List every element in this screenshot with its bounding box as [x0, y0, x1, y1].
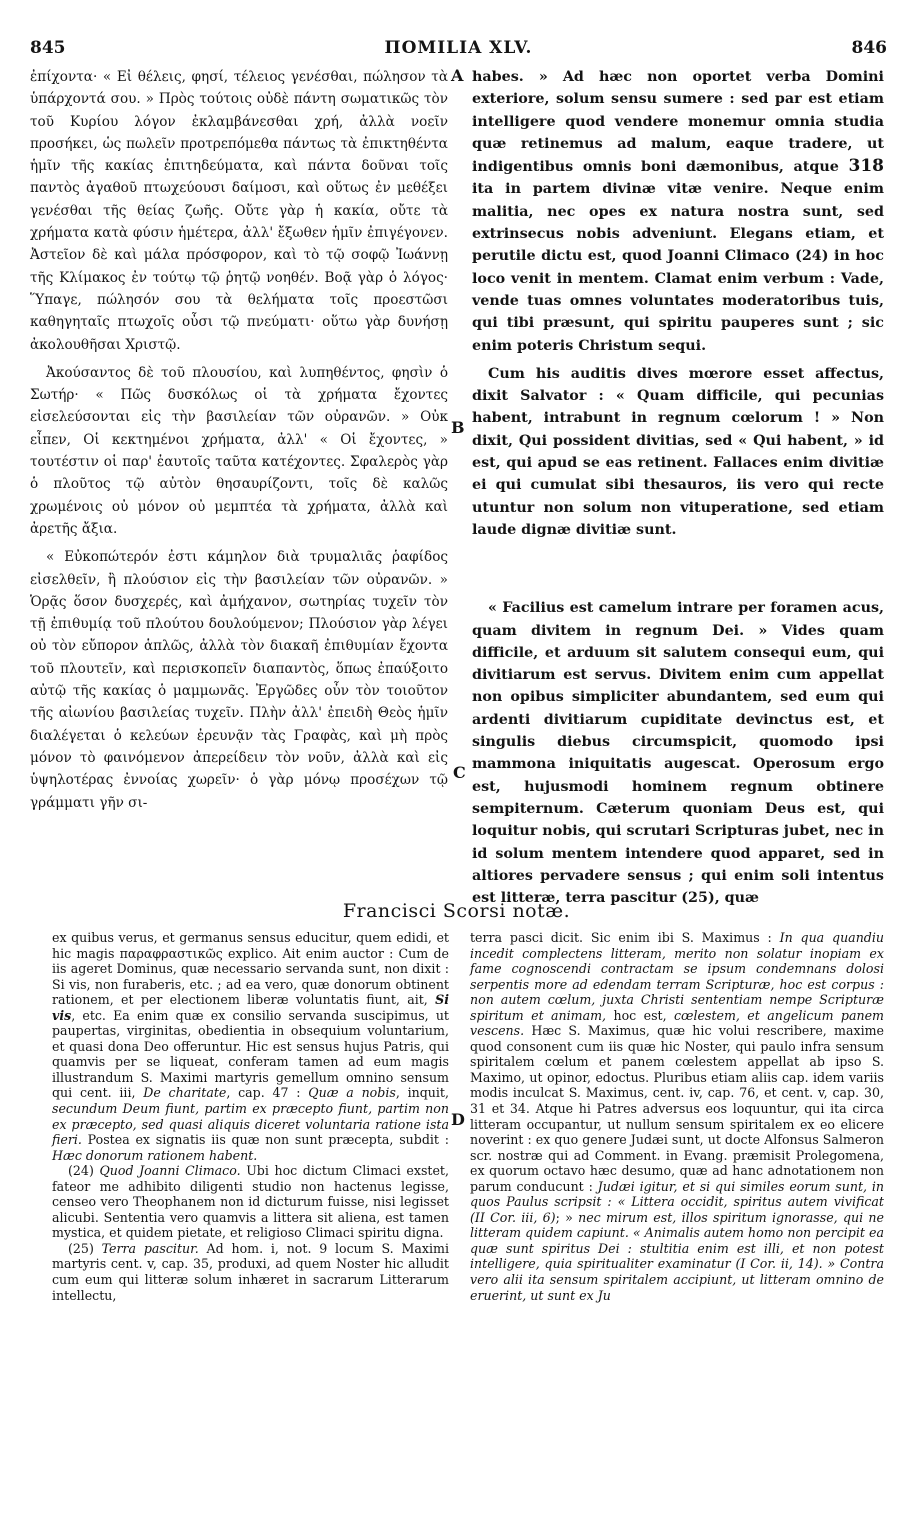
note-25-body: Ad hom. i, not. 9 locum S. Maximi martyris cent. v, cap. 35, produxi, ad quem Noster hic alludit cum eum qui litteræ solum inhæret in sacrarum Litterarum intellectu, [52, 1240, 449, 1303]
running-title: ΠΟΜΙLΙΑ XLV. [384, 38, 533, 58]
note-25-heading: Terra pascitur. [101, 1240, 199, 1256]
note-25 [52, 1241, 449, 1303]
margin-marker-d: D [451, 1110, 465, 1129]
note-24 [52, 1163, 449, 1241]
right-page-number: 846 [851, 38, 887, 58]
latin-paragraph-2: Cum his auditis dives mœrore esset affectus, dixit Salvator : « Quam difficile, qui pecunias habent, intrabunt in regnum cœlorum ! » Non dixit, Qui possident divitias, sed « Qui habent, » id est, qui apud se eas retinent. Fallaces enim divitiæ ei qui cumulat sibi thesauros, iis vero qui recte utuntur non solum non vituperatione, sed etiam laude dignæ divitiæ sunt. [472, 365, 884, 538]
note-24-heading: Quod Joanni Climaco. [99, 1163, 241, 1179]
greek-paragraph-2: Ἀκούσαντος δὲ τοῦ πλουσίου, καὶ λυπηθέντος, φησὶν ὁ Σωτήρ· « Πῶς δυσκόλως οἱ τὰ χρήματα ἔχοντες εἰσελεύσονται εἰς τὴν βασιλείαν τῶν οὐρανῶν. » Οὐκ εἶπεν, Οἱ κεκτημένοι χρήματα, ἀλλ' « Οἱ ἔχοντες, » τουτέστιν οἱ παρ' ἑαυτοῖς ταῦτα κατέχοντες. Σφαλερὸς γὰρ ὁ πλοῦτος τῷ αὐτὸν θησαυρίζοντι, τοῖς δὲ καλῶς χρωμένοις οὐ μόνον οὐ μεμπτέα τὰ χρήματα, ἀλλὰ καὶ ἀρετῆς ἄξια. [30, 364, 448, 537]
notes-left-column [52, 930, 449, 1530]
greek-paragraph-1: ἐπίχοντα· « Εἰ θέλεις, φησί, τέλειος γενέσθαι, πώλησον τὰ ὑπάρχοντά σου. » Πρὸς τούτοις οὐδὲ πάντη σωματικῶς τὸν τοῦ Κυρίου λόγον ἐκλαμβάνεσθαι χρή, ἀλλὰ νοεῖν προσήκει, ὡς πωλεῖν προτρεπόμεθα πάντως τὰ ἐπικτηθέντα ἡμῖν τῆς κακίας ἐπιτηδεύματα, καὶ πάντα δοῦναι τοῖς παντὸς ἀγαθοῦ πτωχεύουσι δαίμοσι, καὶ οὕτως ἐν μεθέξει γενέσθαι τῆς θείας ζωῆς. Οὔτε γὰρ ἡ κακία, οὔτε τὰ χρήματα κατὰ φύσιν ἡμέτερα, ἀλλ' ἔξωθεν ἡμῖν ἐπιγέγονεν. Ἀστεῖον δὲ καὶ μάλα πρόσφορον, καὶ τὸ τῷ σοφῷ Ἰωάννῃ τῆς Κλίμακος ἐν τούτῳ τῷ ῥητῷ νοηθέν. Βοᾷ γὰρ ὁ λόγος· Ὕπαγε, πώλησόν σου τὰ θελήματα τοῖς προεστῶσι καθηγηταῖς πτωχοῖς οὖσι τῷ πνεύματι· οὕτω γὰρ δυνήσῃ ἀκολουθῆσαι Χριστῷ. [30, 69, 448, 353]
margin-marker-a: A [451, 66, 464, 85]
margin-marker-c: C [453, 763, 466, 782]
margin-marker-b: B [451, 418, 465, 437]
latin-paragraph-1 [472, 66, 884, 357]
note-24-number: (24) [68, 1163, 94, 1179]
latin-paragraph-3: « Facilius est camelum intrare per foramen acus, quam divitem in regnum Dei. » Vides quam difficile, et arduum sit salutem consequi eum, qui divitiarum est servus. Divitem enim cum appellat non opibus simpliciter abundantem, sed eum qui ardenti divitiarum cupiditate devinctus est, et singulis diebus circumspicit, quomodo ipsi mammona iniquitatis augescat. Operosum ergo est, hujusmodi hominem regnum obtinere sempiternum. Cæterum quoniam Deus est, qui loquitur nobis, qui scrutari Scripturas jubet, nec in id solum mentem intendere quod apparet, sed in altiores pervadere sensus ; qui enim soli intentus est litteræ, terra pascitur (25), quæ [472, 600, 884, 907]
note-25-continuation: terra pasci dicit. Sic enim ibi S. Maximus : In qua quandiu incedit complectens litteram, merito non solatur inopiam ex fame cognoscendi contractam se ipsum condemnans dolosi serpentis more ad edendam terram Scripturæ, hoc est corpus : non autem cœlum, juxta Christi sententiam nempe Scripturæ spiritum et animam, hoc est, cœlestem, et angelicum panem vescens. Hæc S. Maximus, quæ hic volui rescribere, maxime quod consonent cum iis quæ hic Noster, qui paulo infra sensum spiritalem cœlum et panem cœlestem appellat ab ipso S. Maximo, ut opinor, edoctus. Pluribus etiam aliis cap. idem variis modis inculcat S. Maximus, cent. iv, cap. 76, et cent. v, cap. 30, 31 et 34. Atque hi Patres adversus eos loquuntur, qui ita circa litteram occupantur, ut nullum sensum spiritalem ex eo elicere noverint : ex quo genere Judæi sunt, ut docte Alfonsus Salmeron scr. nostræ qui ad Comment. in Evang. præmisit Prolegomena, ex quorum octavo hæc desumo, quæ ad hanc adnotationem non parum conducunt : Judæi igitur, et si qui similes eorum sunt, in quos Paulus scripsit : « Littera occidit, spiritus autem vivificat (II Cor. iii, 6); » nec mirum est, illos spiritum ignorasse, qui ne litteram quidem capiunt. « Animalis autem homo non percipit ea quæ sunt spiritus Dei : stultitia enim est illi, et non potest intelligere, quia spiritualiter examinatur (I Cor. ii, 14). » Contra vero alii ita sensum spiritalem accipiunt, ut litteram omnino de eruerint, ut sunt ex Ju [470, 930, 884, 1303]
note-continuation: ex quibus verus, et germanus sensus educitur, quem edidi, et hic magis παραφραστικῶς explico. Ait enim auctor : Cum de iis ageret Dominus, quæ necessario servanda sunt, non dixit : Si vis, non furaberis, etc. ; ad ea vero, quæ donorum obtinent rationem, et per electionem liberæ voluntatis fiunt, ait, Si vis, etc. Ea enim quæ ex consilio servanda suscipimus, ut paupertas, virginitas, obedientia in obsequium voluntarium, et quasi dona Deo offeruntur. Hic est sensus hujus Patris, qui quamvis per se liqueat, conferam tamen ad eum magis illustrandum S. Maximi martyris gemellum omnino sensum qui cent. iii, De charitate, cap. 47 : Quæ a nobis, inquit, secundum Deum fiunt, partim ex præcepto fiunt, partim non ex præcepto, sed quasi aliquis diceret voluntaria ratione ista fieri. Postea ex signatis iis quæ non sunt præcepta, subdit : Hæc donorum rationem habent. [52, 930, 449, 1163]
note-24-body: Ubi hoc dictum Climaci exstet, fateor me adhibito diligenti studio non hactenus legisse, censeo vero Theophanem non id dicturum fuisse, nisi legisset alicubi. Sententia vero quamvis a littera sit aliena, est tamen mystica, et quidem pietate, et religioso Climaci spiritu digna. [52, 1163, 449, 1241]
greek-paragraph-3: « Εὐκοπώτερόν ἐστι κάμηλον διὰ τρυμαλιᾶς ῥαφίδος εἰσελθεῖν, ἢ πλούσιον εἰς τὴν βασιλείαν τῶν οὐρανῶν. » Ὁρᾷς ὅσον δυσχερές, καὶ ἀμήχανον, σωτηρίας τυχεῖν τὸν τῇ ἐπιθυμίᾳ τοῦ πλούτου δουλούμενον; Πλούσιον γὰρ λέγει οὐ τὸν εὔπορον ἁπλῶς, ἀλλὰ τὸν διακαῆ ἐπιθυμίαν ἔχοντα τοῦ πλουτεῖν, καὶ περισκοπεῖν διαπαντὸς, ὅπως ἐπαύξοιτο αὐτῷ τῆς κακίας ὁ μαμμωνᾶς. Ἐργῶδες οὖν τὸν τοιοῦτον τῆς αἰωνίου βασιλείας τυχεῖν. Πλὴν ἀλλ' ἐπειδὴ Θεὸς ἡμῖν διαλέγεται ὁ κελεύων ἐρευνᾷν τὰς Γραφὰς, καὶ μὴ πρὸς μόνον τὸ φαινόμενον ἀπερείδειν τὸν νοῦν, ἀλλὰ καὶ εἰς ὑψηλοτέρας ἐννοίας χωρεῖν· ὁ γὰρ μόνῳ προσέχων τῷ γράμματι γῆν σι- [30, 549, 448, 811]
page-header [30, 38, 887, 64]
notes-right-column [470, 930, 884, 1530]
latin-text-column [472, 66, 884, 907]
note-25-number: (25) [68, 1240, 94, 1256]
latin-p1-start: habes. » Ad hæc non oportet verba Domini exteriore, solum sensu sumere : sed par est etiam intelligere quod vendere monemur omnia studia quæ retinemus ad malum, eaque tradere, ut indigentibus omnis boni dæmonibus, atque [472, 69, 884, 176]
latin-p1-end: ita in partem divinæ vitæ venire. Neque enim malitia, nec opes ex natura nostra sunt, sed extrinsecus nobis adveniunt. Elegans etiam, et perutile dictu est, quod Joanni Climaco (24) in hoc loco venit in mentem. Clamat enim verbum : Vade, vende tuas omnes voluntates moderatoribus tuis, qui tibi præsunt, qui spiritu pauperes sunt ; sic enim poteris Christum sequi. [472, 181, 884, 354]
greek-text-column [30, 66, 448, 892]
notes-title: Francisci Scorsi notæ. [342, 900, 571, 922]
left-page-number: 845 [30, 38, 66, 58]
original-page-number: 318 [848, 156, 884, 177]
